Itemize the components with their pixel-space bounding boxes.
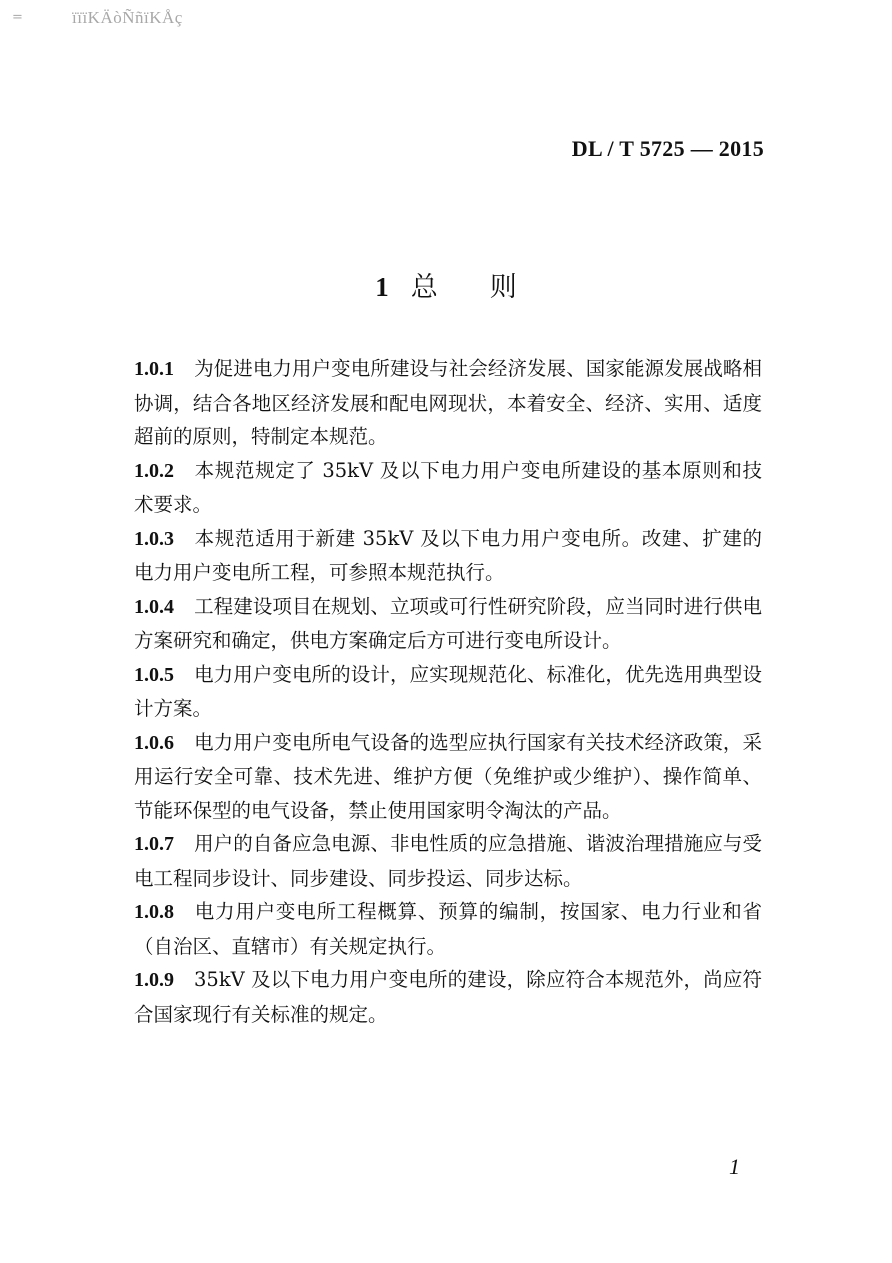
clause-number: 1.0.8 <box>134 901 174 923</box>
clause-number: 1.0.4 <box>134 595 174 618</box>
clause-number: 1.0.5 <box>134 663 174 686</box>
clause-1-0-9 <box>134 963 762 1031</box>
clause-number: 1.0.7 <box>134 833 174 855</box>
clause-number: 1.0.6 <box>134 731 174 754</box>
clause-text: 电力用户变电所的设计，应实现规范化、标准化，优先选用典型设计方案。 <box>134 662 762 720</box>
chapter-title <box>0 265 892 304</box>
standard-code: DL / T 5725 — 2015 <box>571 136 764 161</box>
header-mark: = <box>12 10 23 25</box>
clause-text: 本规范规定了 35kV 及以下电力用户变电所建设的基本原则和技术要求。 <box>134 458 762 516</box>
clause-number: 1.0.3 <box>134 527 174 550</box>
header-garbled-text: ïïïKÄòÑñïKÅç <box>72 8 183 27</box>
clause-text: 电力用户变电所工程概算、预算的编制，按国家、电力行业和省（自治区、直辖市）有关规定执行。 <box>134 900 762 958</box>
clause-number: 1.0.2 <box>134 459 174 482</box>
clause-1-0-7 <box>134 827 762 895</box>
clause-text: 为促进电力用户变电所建设与社会经济发展、国家能源发展战略相协调，结合各地区经济发展和配电网现状，本着安全、经济、实用、适度超前的原则，特制定本规范。 <box>134 357 762 448</box>
clause-1-0-5 <box>134 658 762 726</box>
clause-1-0-1 <box>134 352 762 454</box>
clause-1-0-4 <box>134 590 762 658</box>
clause-1-0-3 <box>134 522 762 590</box>
clause-1-0-8 <box>134 895 762 963</box>
clause-text: 工程建设项目在规划、立项或可行性研究阶段，应当同时进行供电方案研究和确定，供电方案确定后方可进行变电所设计。 <box>134 594 762 652</box>
chapter-title-char-2: 则 <box>489 272 517 303</box>
clause-number: 1.0.1 <box>134 358 174 380</box>
clause-text: 本规范适用于新建 35kV 及以下电力用户变电所。改建、扩建的电力用户变电所工程，可参照本规范执行。 <box>134 526 762 584</box>
clause-list <box>134 352 762 1031</box>
page-number: 1 <box>729 1154 740 1179</box>
chapter-number: 1 <box>375 272 389 302</box>
clause-text: 35kV 及以下电力用户变电所的建设，除应符合本规范外，尚应符合国家现行有关标准的规定。 <box>134 968 762 1026</box>
clause-text: 用户的自备应急电源、非电性质的应急措施、谐波治理措施应与受电工程同步设计、同步建设、同步投运、同步达标。 <box>134 832 762 890</box>
clause-number: 1.0.9 <box>134 969 174 991</box>
clause-1-0-2 <box>134 454 762 522</box>
clause-1-0-6 <box>134 726 762 828</box>
clause-text: 电力用户变电所电气设备的选型应执行国家有关技术经济政策，采用运行安全可靠、技术先进、维护方便（免维护或少维护）、操作简单、节能环保型的电气设备，禁止使用国家明令淘汰的产品。 <box>134 730 762 822</box>
chapter-title-char-1: 总 <box>410 272 438 303</box>
